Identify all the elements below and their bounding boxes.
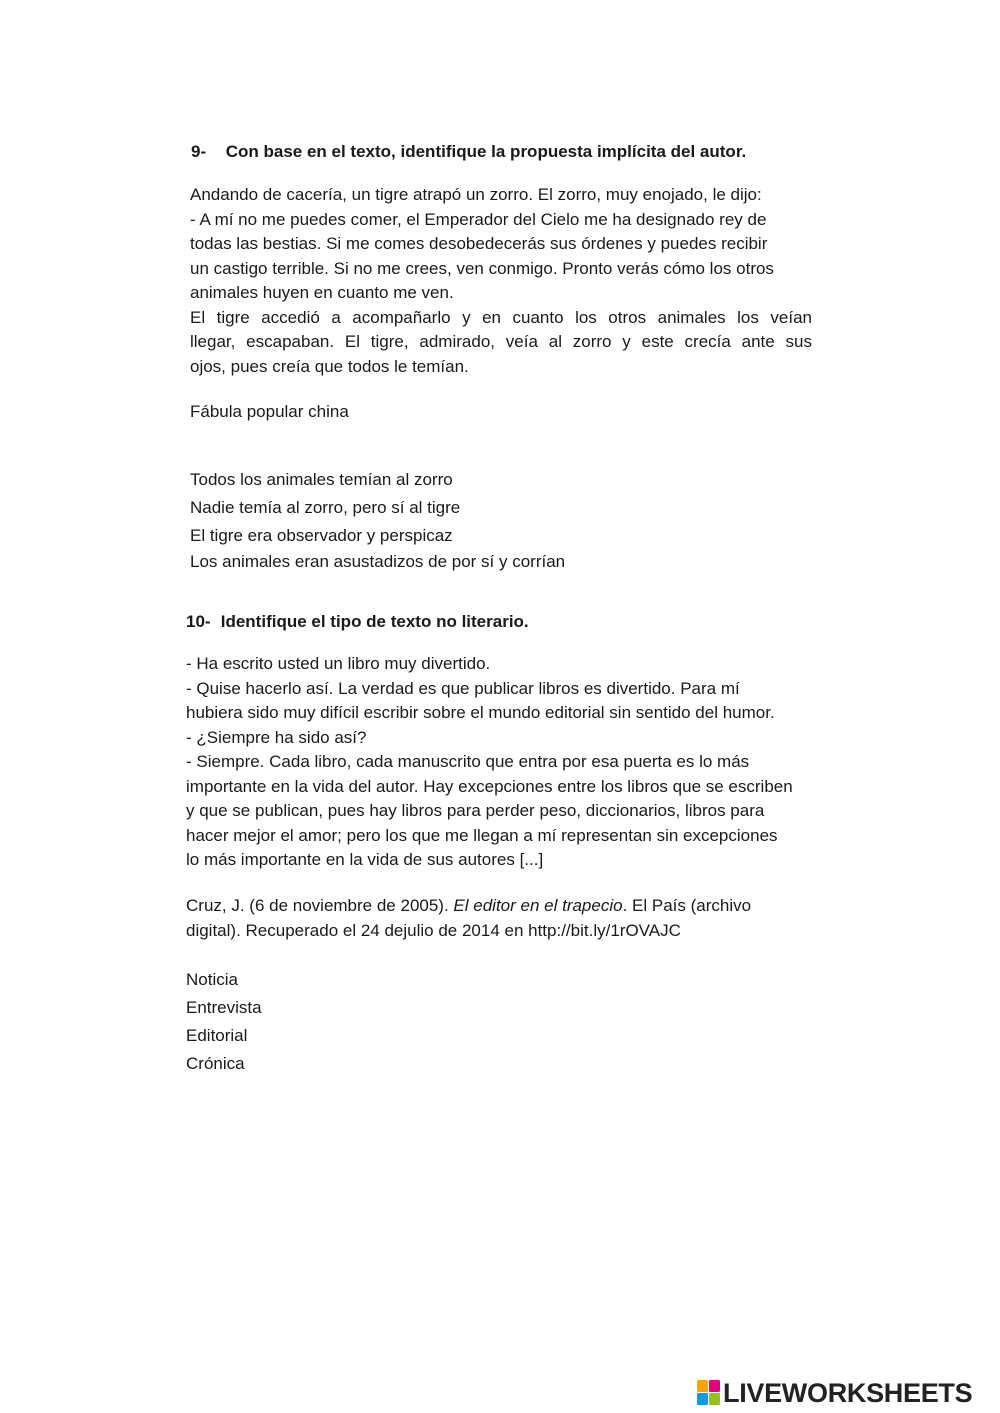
text-line: y que se publican, pues hay libros para perder peso, diccionarios, libros para: [186, 801, 765, 820]
liveworksheets-logo-icon: [697, 1380, 721, 1406]
answer-option-editorial[interactable]: Editorial: [186, 1026, 248, 1045]
liveworksheets-logo: [697, 1378, 972, 1408]
citation-line-2: digital). Recuperado el 24 dejulio de 2014 en http://bit.ly/1rOVAJC: [186, 920, 681, 940]
answer-option-1[interactable]: Todos los animales temían al zorro: [190, 470, 453, 489]
text-line: un castigo terrible. Si no me crees, ven conmigo. Pronto verás cómo los otros: [190, 258, 774, 278]
question-number: 10-: [186, 612, 211, 631]
answer-option-noticia[interactable]: Noticia: [186, 970, 238, 989]
question-9-title: [191, 142, 746, 162]
text-line: - A mí no me puedes comer, el Emperador del Cielo me ha designado rey de: [190, 209, 767, 229]
question-text: Identifique el tipo de texto no literario.: [220, 612, 529, 631]
interview-text: [186, 652, 831, 873]
citation: [186, 894, 831, 943]
logo-text: LIVEWORKSHEETS: [723, 1377, 973, 1408]
text-line: lo más importante en la vida de sus autores [...]: [186, 850, 544, 869]
question-text: Con base en el texto, identifique la propuesta implícita del autor.: [225, 142, 747, 161]
text-line: - ¿Siempre ha sido así?: [186, 727, 367, 747]
citation-publisher: . El País (archivo: [622, 896, 752, 915]
text-line: ojos, pues creía que todos le temían.: [190, 356, 469, 376]
text-line: El tigre accedió a acompañarlo y en cuanto los otros animales los veían: [190, 307, 812, 327]
text-line: todas las bestias. Si me comes desobedecerás sus órdenes y puedes recibir: [190, 234, 768, 253]
question-10-title: [186, 612, 529, 632]
text-line: animales huyen en cuanto me ven.: [190, 283, 454, 302]
question-number: 9-: [191, 142, 207, 161]
answer-option-4[interactable]: Los animales eran asustadizos de por sí y corrían: [190, 552, 566, 571]
citation-line-1: [186, 894, 831, 919]
text-line: hubiera sido muy difícil escribir sobre el mundo editorial sin sentido del humor.: [186, 703, 775, 722]
answer-option-3[interactable]: El tigre era observador y perspicaz: [190, 526, 453, 545]
answer-option-2[interactable]: Nadie temía al zorro, pero sí al tigre: [190, 498, 461, 517]
citation-author-date: Cruz, J. (6 de noviembre de 2005).: [186, 896, 454, 915]
answer-option-cronica[interactable]: Crónica: [186, 1054, 245, 1073]
text-line: hacer mejor el amor; pero los que me llegan a mí representan sin excepciones: [186, 825, 778, 845]
fable-text: [190, 183, 812, 379]
fable-source: Fábula popular china: [190, 402, 349, 421]
text-line: importante en la vida del autor. Hay excepciones entre los libros que se escriben: [186, 776, 793, 796]
citation-title: El editor en el trapecio: [453, 896, 623, 915]
answer-option-entrevista[interactable]: Entrevista: [186, 998, 262, 1017]
text-line: Andando de cacería, un tigre atrapó un zorro. El zorro, muy enojado, le dijo:: [190, 185, 762, 204]
text-line: - Ha escrito usted un libro muy divertido.: [186, 654, 491, 673]
text-line: - Quise hacerlo así. La verdad es que publicar libros es divertido. Para mí: [186, 678, 740, 698]
text-line: llegar, escapaban. El tigre, admirado, veía al zorro y este crecía ante sus: [190, 332, 812, 351]
text-line: - Siempre. Cada libro, cada manuscrito que entra por esa puerta es lo más: [186, 752, 750, 771]
